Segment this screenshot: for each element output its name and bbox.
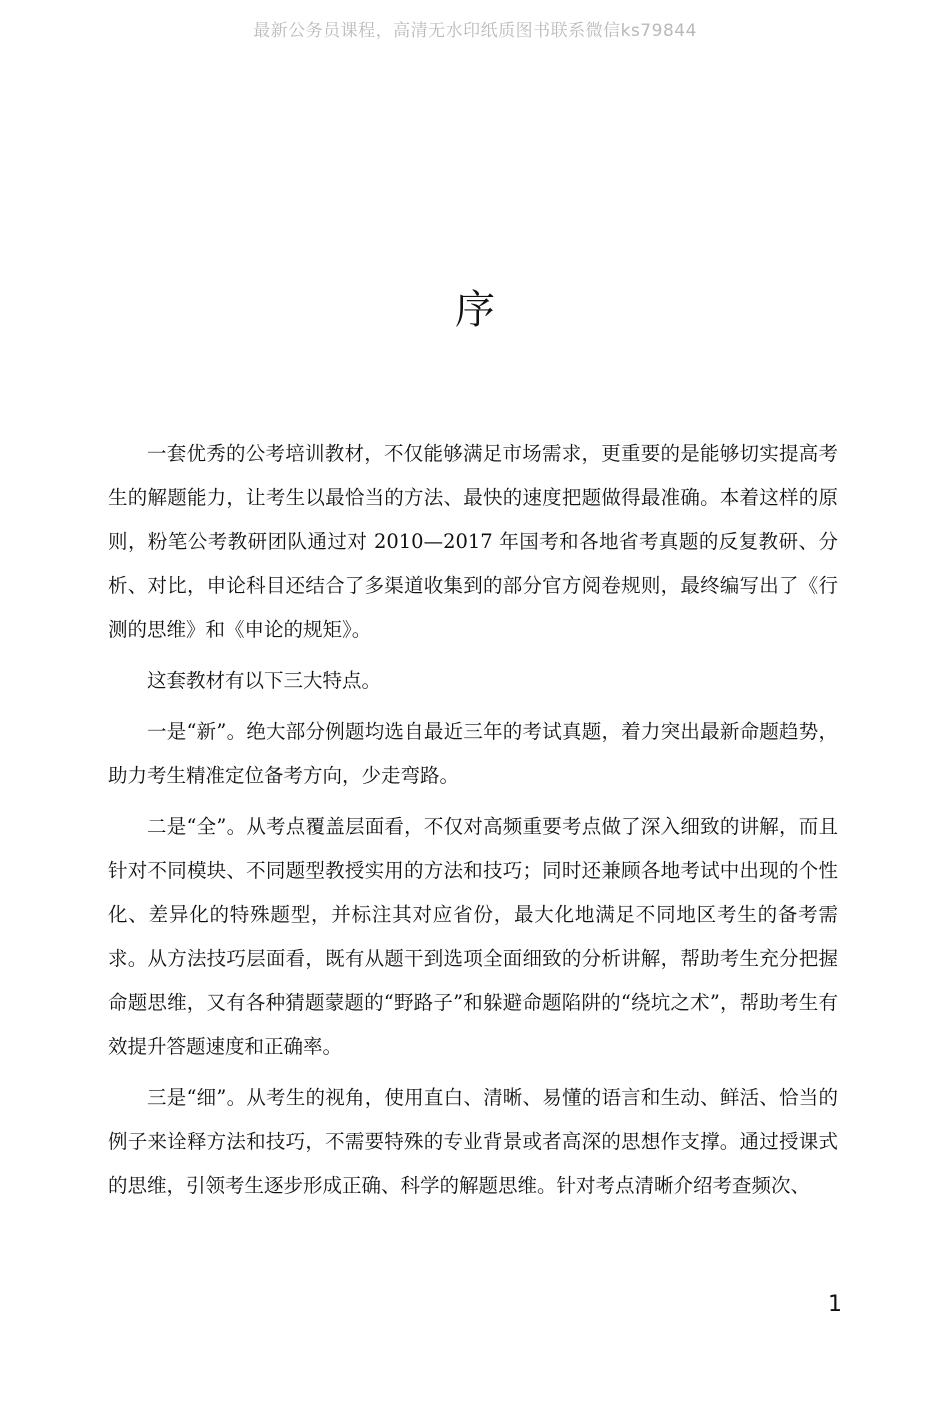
paragraph-feature-complete: 二是“全”。从考点覆盖层面看，不仅对高频重要考点做了深入细致的讲解，而且针对不同模块、不同题型教授实用的方法和技巧；同时还兼顾各地考试中出现的个性化、差异化的特殊题型，并标注其对应省份，最大化地满足不同地区考生的备考需求。从方法技巧层面看，既有从题干到选项全面细致的分析讲解，帮助考生充分把握命题思维，又有各种猜题蒙题的“野路子”和躲避命题陷阱的“绕坑之术”，帮助考生有效提升答题速度和正确率。 xyxy=(108,815,838,1058)
paragraph-intro: 一套优秀的公考培训教材，不仅能够满足市场需求，更重要的是能够切实提高考生的解题能力，让考生以最恰当的方法、最快的速度把题做得最准确。本着这样的原则，粉笔公考教研团队通过对 2010—2017 年国考和各地省考真题的反复教研、分析、对比，申论科目还结合了多渠道收集到的部分官方阅卷规则，最终编写出了《行测的思维》和《申论的规矩》。 xyxy=(108,442,838,641)
paragraph-feature-new: 一是“新”。绝大部分例题均选自最近三年的考试真题，着力突出最新命题趋势，助力考生精准定位备考方向，少走弯路。 xyxy=(108,720,838,787)
watermark-text: 最新公务员课程，高清无水印纸质图书联系微信ks79844 xyxy=(253,21,697,41)
page-number: 1 xyxy=(828,1292,842,1317)
page-title: 序 xyxy=(455,287,495,333)
paragraph-features-lead: 这套教材有以下三大特点。 xyxy=(147,669,382,692)
body-text xyxy=(108,432,838,1215)
paragraph-feature-detailed: 三是“细”。从考生的视角，使用直白、清晰、易懂的语言和生动、鲜活、恰当的例子来诠释方法和技巧，不需要特殊的专业背景或者高深的思想作支撑。通过授课式的思维，引领考生逐步形成正确、科学的解题思维。针对考点清晰介绍考查频次、 xyxy=(108,1086,838,1197)
